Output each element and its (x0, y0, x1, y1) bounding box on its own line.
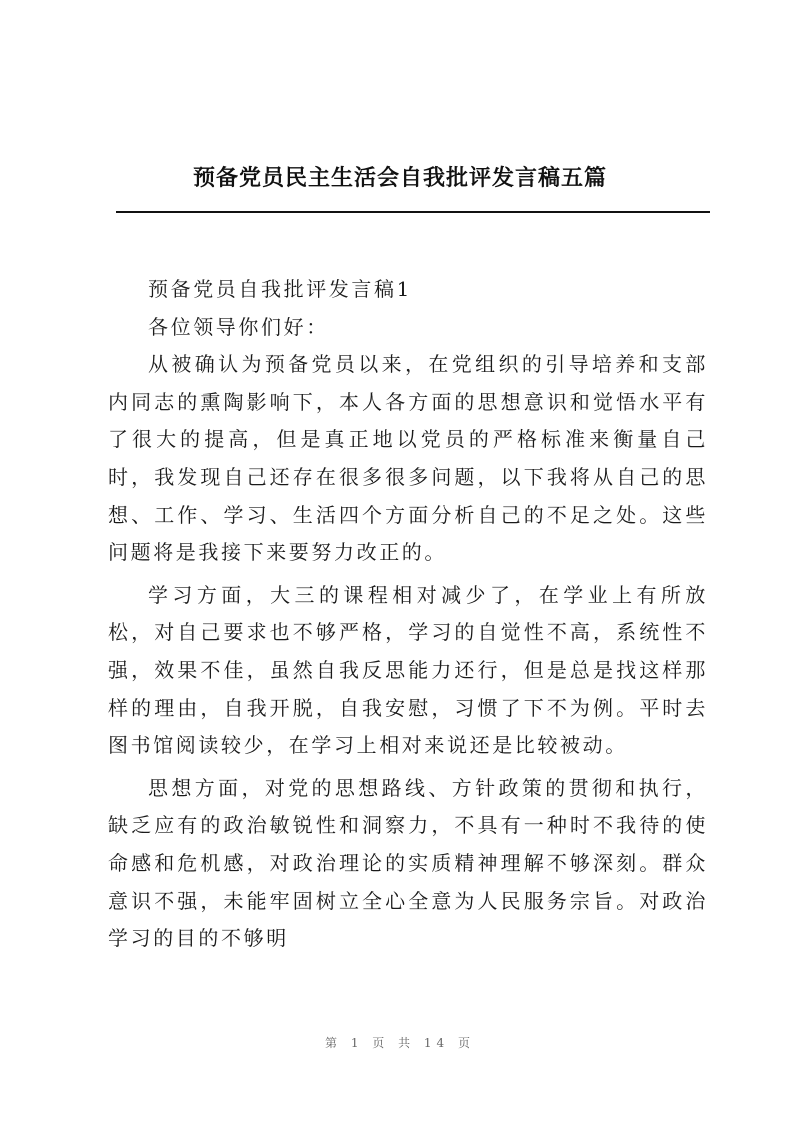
section-heading: 预备党员自我批评发言稿1 (148, 277, 412, 301)
document-body (108, 271, 708, 958)
page-number: 第 1 页 共 14 页 (325, 1036, 475, 1050)
document-title: 预备党员民主生活会自我批评发言稿五篇 (192, 165, 607, 191)
paragraph-intro: 从被确认为预备党员以来，在党组织的引导培养和支部内同志的熏陶影响下，本人各方面的思想意识和觉悟水平有了很大的提高，但是真正地以党员的严格标准来衡量自己时，我发现自己还存在很多很多问题，以下我将从自己的思想、工作、学习、生活四个方面分析自己的不足之处。这些问题将是我接下来要努力改正的。 (108, 352, 708, 565)
paragraph-thought: 思想方面，对党的思想路线、方针政策的贯彻和执行，缺乏应有的政治敏锐性和洞察力，不具有一种时不我待的使命感和危机感，对政治理论的实质精神理解不够深刻。群众意识不强，未能牢固树立全心全意为人民服务宗旨。对政治学习的目的不够明 (108, 775, 708, 951)
paragraph-study: 学习方面，大三的课程相对减少了，在学业上有所放松，对自己要求也不够严格，学习的自觉性不高，系统性不强，效果不佳，虽然自我反思能力还行，但是总是找这样那样的理由，自我开脱，自我安慰，习惯了下不为例。平时去图书馆阅读较少，在学习上相对来说还是比较被动。 (108, 582, 708, 758)
salutation: 各位领导你们好： (148, 314, 329, 339)
title-divider (116, 211, 710, 213)
